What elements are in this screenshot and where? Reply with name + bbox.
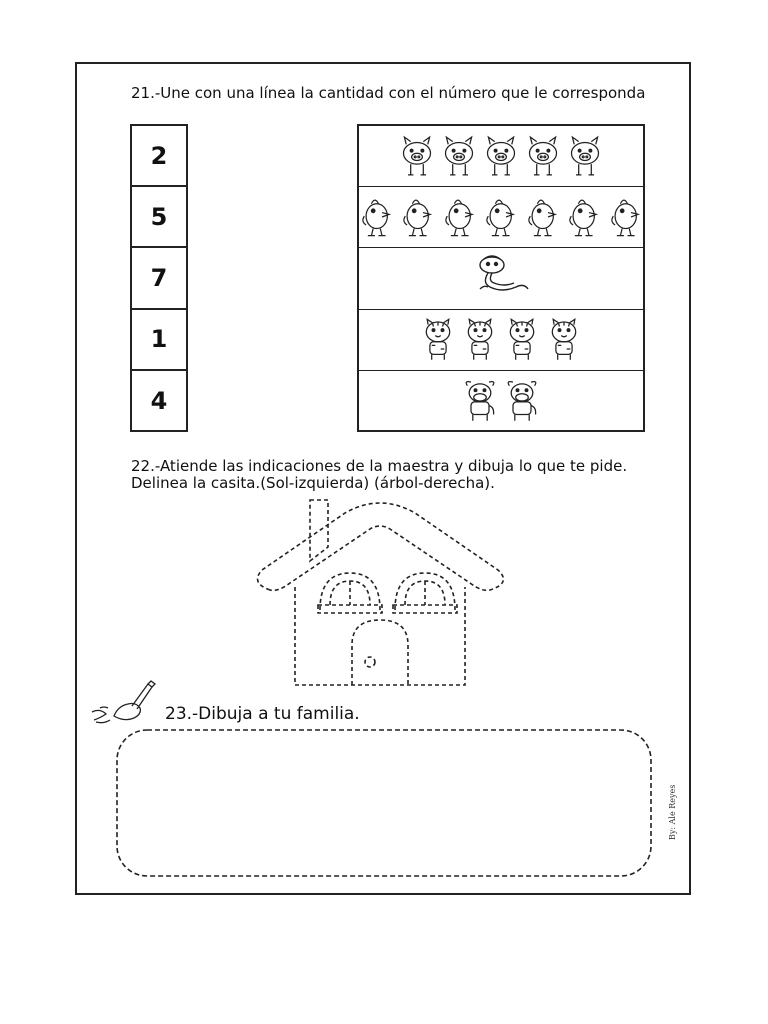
pig-icon — [441, 131, 477, 181]
number-cell[interactable]: 5 — [132, 187, 186, 248]
tiger-icon — [420, 315, 456, 365]
pig-icon — [399, 131, 435, 181]
tiger-icon — [462, 315, 498, 365]
animal-row-chick[interactable] — [359, 187, 643, 248]
number-cell[interactable]: 2 — [132, 126, 186, 187]
chick-icon — [442, 192, 477, 242]
chick-icon — [483, 192, 518, 242]
exercise-22-instruction-line1: 22.-Atiende las indicaciones de la maestra y dibuja lo que te pide. — [131, 457, 628, 475]
chick-icon — [608, 192, 643, 242]
house-roof-outline — [258, 503, 504, 590]
exercise-21-instruction: 21.-Une con una línea la cantidad con el número que le corresponda — [131, 84, 646, 102]
number-cell[interactable]: 1 — [132, 310, 186, 371]
animal-row-pig[interactable] — [359, 126, 643, 187]
cow-icon — [504, 376, 540, 426]
chick-icon — [566, 192, 601, 242]
number-cell[interactable]: 4 — [150, 387, 168, 416]
writing-hand-icon — [88, 678, 158, 728]
chick-icon — [400, 192, 435, 242]
animal-quantity-column — [357, 124, 645, 432]
cow-icon — [462, 376, 498, 426]
number-cell[interactable]: 7 — [132, 248, 186, 309]
family-drawing-area[interactable] — [115, 728, 655, 880]
tiger-icon — [504, 315, 540, 365]
dashed-house-tracing[interactable] — [250, 495, 520, 695]
number-column — [130, 124, 188, 432]
snake-icon — [470, 253, 532, 303]
animal-row-tiger[interactable] — [359, 310, 643, 371]
pig-icon — [525, 131, 561, 181]
author-signature: By: Ale Reyes — [668, 784, 677, 840]
exercise-23-instruction: 23.-Dibuja a tu familia. — [165, 704, 360, 724]
animal-row-cow[interactable] — [359, 371, 643, 432]
tiger-icon — [546, 315, 582, 365]
door-knob-outline — [365, 657, 375, 667]
exercise-22-instruction-line2: Delinea la casita.(Sol-izquierda) (árbol-derecha). — [131, 474, 495, 492]
pig-icon — [567, 131, 603, 181]
animal-row-snake[interactable] — [359, 248, 643, 309]
chick-icon — [359, 192, 394, 242]
house-door-outline — [352, 620, 408, 685]
house-chimney-outline — [310, 500, 328, 561]
pig-icon — [483, 131, 519, 181]
chick-icon — [525, 192, 560, 242]
